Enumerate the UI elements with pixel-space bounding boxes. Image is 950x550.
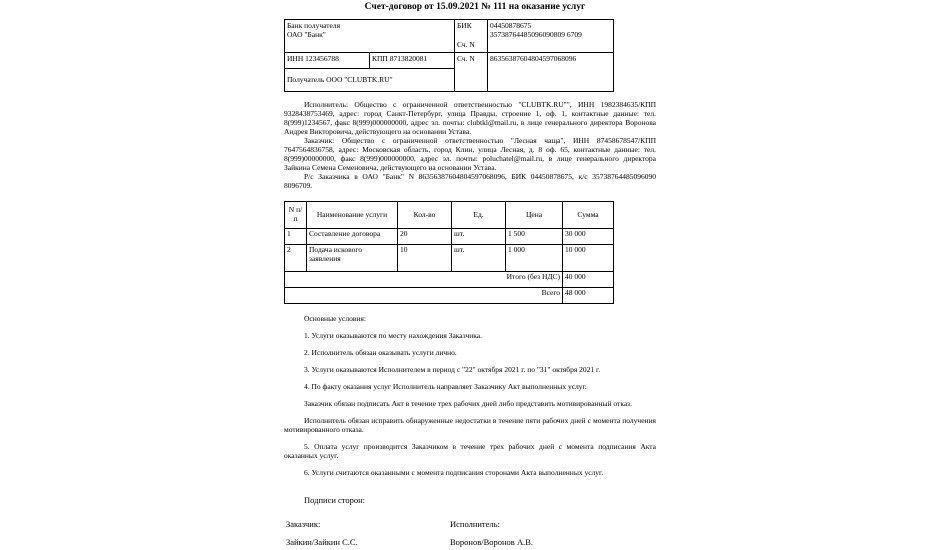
executor-paragraph: Исполнитель: Общество с ограниченной ответственностью "CLUBTK.RU"", ИНН 1982384635/КПП 9328438753469, адрес: город Санкт-Петербург, улица Правды, строение 1, оф. 1, контактные данные: тел. 8(999)1234567, факс 8(999)000000000, адрес эл. почты: clubtkl@mail.ru, в лице генерального директора Воронова Андрея Викторовича, действующего на основании Устава. (284, 100, 656, 136)
row-service: Подача искового заявления (307, 245, 398, 272)
services-table (284, 201, 614, 304)
condition-item: 2. Исполнитель обязан оказывать услуги лично. (304, 348, 457, 357)
signatures-heading: Подписи сторон: (304, 495, 366, 505)
row-unit: шт. (452, 229, 506, 245)
conditions-section (284, 314, 656, 485)
customer-signature-name: Зайкин/Зайкин С.С. (286, 537, 358, 547)
col-header-service: Наименование услуги (307, 202, 398, 229)
row-sum: 30 000 (563, 229, 614, 245)
row-unit: шт. (452, 245, 506, 272)
col-header-number: N п/п (285, 202, 307, 229)
table-row (285, 245, 614, 272)
condition-item: Исполнитель обязан исправить обнаруженные недостатки в течение пяти рабочих дней с момента получения мотивированного отказа. (284, 416, 656, 434)
recipient-cell: Получатель ООО "CLUBTK.RU" (285, 69, 455, 92)
recipient-bank-label: Банк получателя (287, 21, 341, 30)
account-label: Сч. N (455, 53, 488, 92)
account-value: 86356387604804597068096 (488, 53, 614, 92)
table-row (285, 229, 614, 245)
total-label: Всего (285, 288, 563, 304)
executor-signature-name: Воронов/Воронов А.В. (450, 537, 534, 547)
col-header-unit: Ед. (452, 202, 506, 229)
col-header-price: Цена (506, 202, 563, 229)
corr-account: 35738764485096090809 6709 (490, 29, 582, 39)
parties-section (284, 100, 656, 190)
col-header-sum: Сумма (563, 202, 614, 229)
col-header-qty: Кол-во (398, 202, 452, 229)
row-sum: 10 000 (563, 245, 614, 272)
condition-item: 1. Услуги оказываются по месту нахождения Заказчика. (304, 331, 482, 340)
customer-paragraph: Заказчик: Общество с ограниченной ответственностью "Лесная чаща", ИНН 87458678547/КПП 7647564836758, адрес: Московская область, город Клин, улица Лесная, д. 8 оф. 65, контактные данные: тел. 8(999)00000000, факс 8(999)000000000, адрес эл. почты: poluchatel@mail.ru, в лице генерального директора Зайкина Семена Семеновича, действующего на основании Устава. (284, 136, 656, 172)
condition-item: Заказчик обязан подписать Акт в течение трех рабочих дней либо представить мотивированный отказ. (304, 399, 633, 408)
condition-item: 4. По факту оказания услуг Исполнитель направляет Заказчику Акт выполненных услуг. (304, 382, 587, 391)
row-service: Составление договора (307, 229, 398, 245)
inn-cell: ИНН 123456788 (285, 53, 370, 69)
row-price: 1 500 (506, 229, 563, 245)
condition-item: 3. Услуги оказываются Исполнителем в период с "22" октября 2021 г. по "31" октября 2021 г. (304, 365, 601, 374)
customer-signature-label: Заказчик: (286, 519, 321, 529)
row-qty: 10 (398, 245, 452, 272)
bank-details-table (284, 19, 614, 92)
row-number: 2 (285, 245, 307, 272)
recipient-bank-name: ОАО "Банк" (287, 29, 326, 39)
conditions-heading: Основные условия: (304, 314, 366, 323)
condition-item: 6. Услуги считаются оказанными с момента подписания сторонами Акта выполненных услуг. (304, 468, 604, 477)
customer-account-paragraph: Р/с Заказчика в ОАО "Банк" N 86356387604804597068096, БИК 04450878675, к/с 35738764485096090 8096709. (284, 172, 656, 190)
total-row (285, 288, 614, 304)
total-no-vat-row (285, 272, 614, 288)
executor-signature-label: Исполнитель: (450, 519, 500, 529)
bik-corr-cell (488, 20, 614, 53)
bik-label: БИК (455, 20, 488, 37)
total-no-vat-label: Итого (без НДС) (285, 272, 563, 288)
recipient-bank-cell (285, 20, 455, 53)
total-value: 48 000 (563, 288, 614, 304)
kpp-cell: КПП 8713820081 (370, 53, 455, 69)
row-number: 1 (285, 229, 307, 245)
total-no-vat-value: 40 000 (563, 272, 614, 288)
row-qty: 20 (398, 229, 452, 245)
document-title: Счет-договор от 15.09.2021 № 111 на оказание услуг (364, 2, 586, 12)
bik-value: 04450878675 (490, 21, 532, 30)
row-price: 1 000 (506, 245, 563, 272)
corr-account-label: Сч. N (455, 36, 488, 53)
condition-item: 5. Оплата услуг производится Заказчиком в течение трех рабочих дней с момента подписания Акта оказанных услуг. (284, 442, 656, 460)
